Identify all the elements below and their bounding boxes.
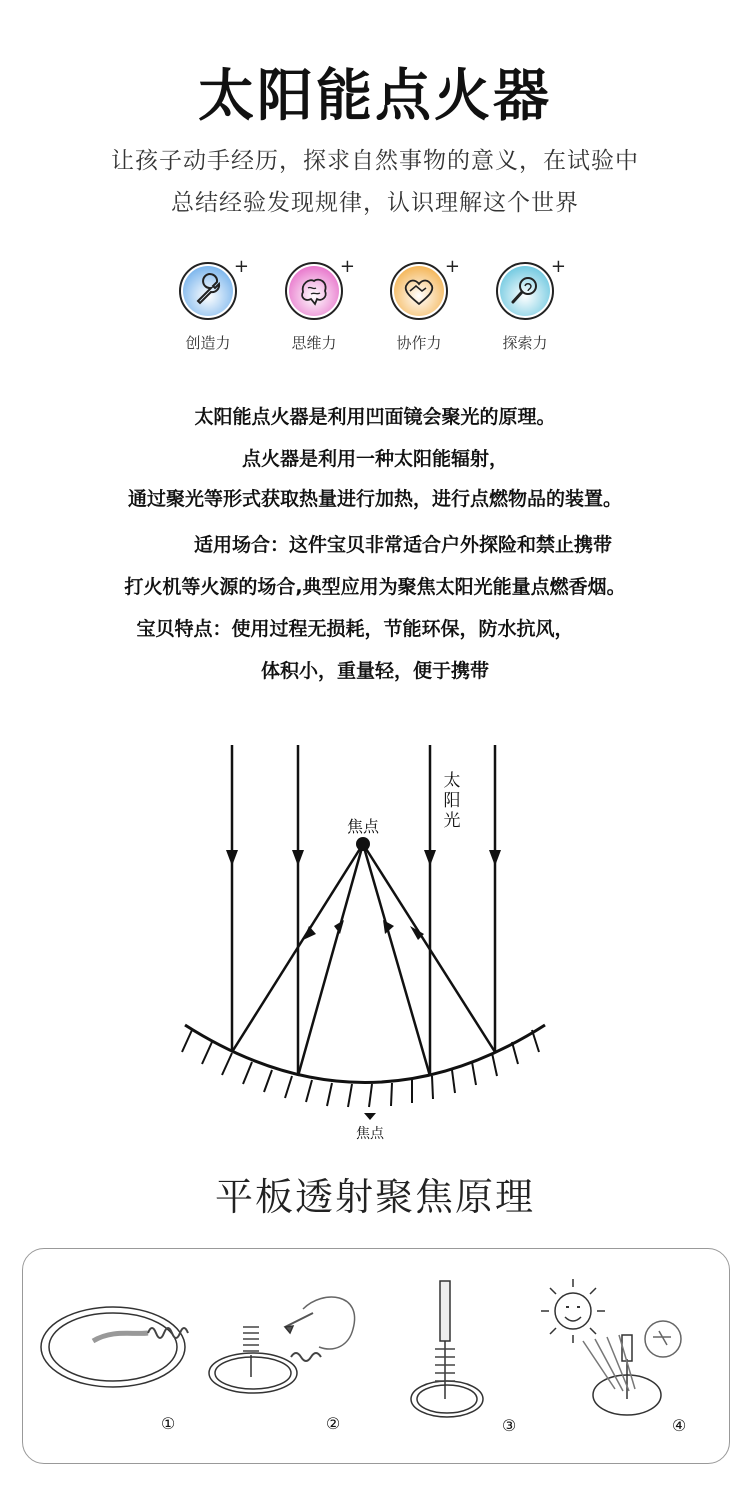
reflected-rays: [232, 844, 495, 1076]
subtitle-line-1: 让孩子动手经历，探求自然事物的意义，在试验中: [111, 148, 639, 174]
description-line: 体积小，重量轻，便于携带: [260, 660, 489, 682]
sunlight-label-3: 光: [443, 811, 461, 831]
step-number: ④: [671, 1416, 687, 1435]
feature-label: 协作力: [396, 334, 442, 352]
description-line: 太阳能点火器是利用凹面镜会聚光的原理。: [194, 406, 556, 428]
reflected-arrows: [303, 920, 424, 940]
feature-label: 探索力: [502, 334, 548, 352]
subtitle-line-2: 总结经验发现规律，认识理解这个世界: [171, 190, 579, 216]
concave-mirror-diagram: [0, 730, 750, 1150]
sunlight-label-2: 阳: [443, 791, 461, 811]
steps-panel: [22, 1248, 730, 1464]
step-1-illustration: [41, 1307, 188, 1387]
step-number: ③: [501, 1416, 517, 1435]
magnifier-icon: +: [496, 262, 554, 320]
feature-label: 思维力: [291, 334, 337, 352]
description-line: 宝贝特点：使用过程无损耗，节能环保，防水抗风，: [136, 618, 574, 640]
wrench-icon: +: [179, 262, 237, 320]
bottom-marker: [364, 1113, 376, 1120]
steps-illustration: [23, 1249, 729, 1463]
bottom-focus-label: 焦点: [356, 1126, 384, 1142]
ray-arrows: [226, 850, 501, 866]
handshake-icon: +: [390, 262, 448, 320]
description-line: 通过聚光等形式获取热量进行加热，进行点燃物品的装置。: [127, 488, 622, 510]
description-line: 打火机等火源的场合,典型应用为聚焦太阳光能量点燃香烟。: [124, 576, 626, 598]
focal-point: [356, 837, 370, 851]
feature-exploration: [480, 256, 570, 353]
feature-thinking: [269, 256, 359, 353]
feature-creativity: [163, 256, 253, 353]
step-number: ②: [325, 1414, 341, 1433]
step-number: ①: [160, 1414, 176, 1433]
brain-icon: +: [285, 262, 343, 320]
step-2-illustration: [209, 1297, 355, 1393]
feature-cooperation: [374, 256, 464, 353]
step-3-illustration: [411, 1281, 483, 1417]
feature-label: 创造力: [185, 334, 231, 352]
sunlight-label-1: 太: [443, 771, 461, 791]
concave-mirror: [185, 1025, 545, 1083]
section-title: 平板透射聚焦原理: [214, 1175, 535, 1219]
step-4-illustration: [541, 1279, 681, 1415]
focal-point-label: 焦点: [346, 817, 380, 836]
page-title: 太阳能点火器: [198, 64, 552, 129]
mirror-hatching: [182, 1030, 539, 1107]
description-line: 适用场合：这件宝贝非常适合户外探险和禁止携带: [193, 534, 612, 556]
description-line: 点火器是利用一种太阳能辐射，: [241, 448, 508, 470]
